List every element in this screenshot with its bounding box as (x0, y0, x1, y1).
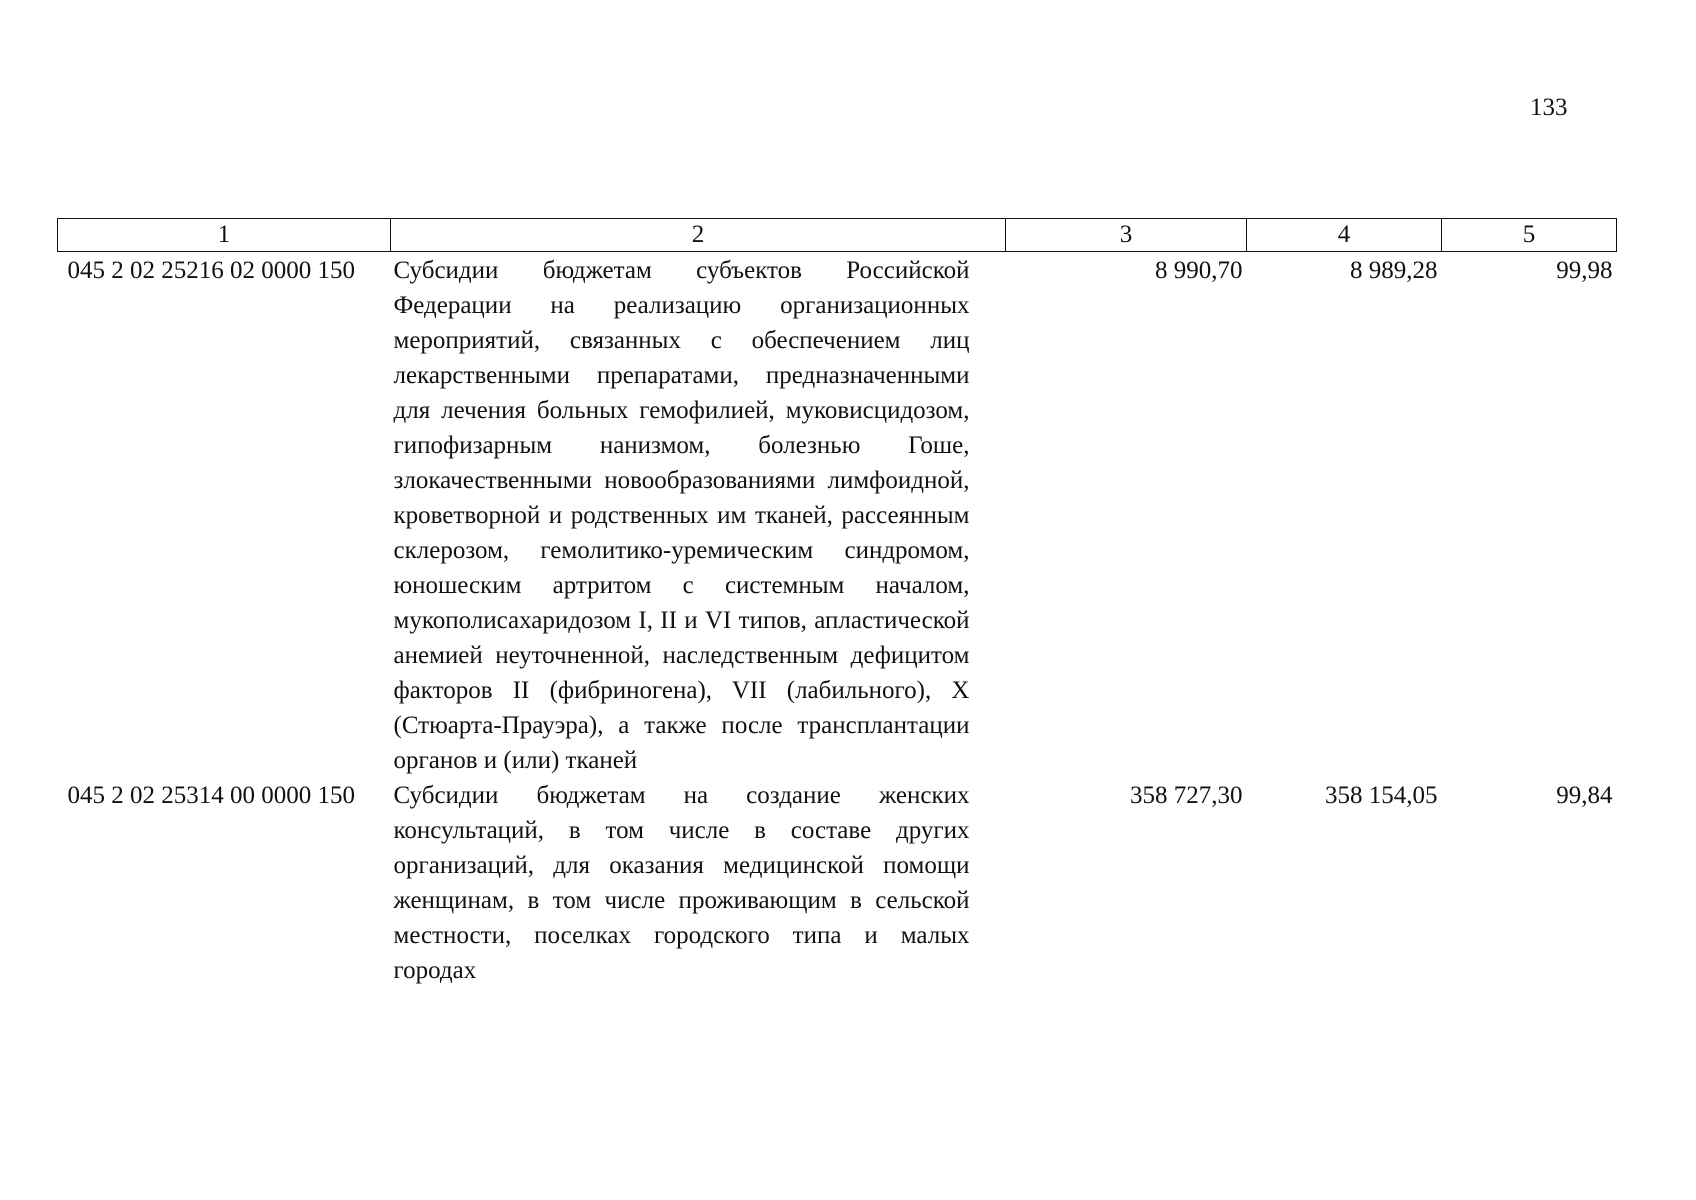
column-header-5: 5 (1442, 219, 1617, 252)
column-header-2: 2 (391, 219, 1006, 252)
budget-item-name: Субсидии бюджетам на создание женских консультаций, в том числе в составе других организаций, для оказания медицинской помощи женщинам, в том числе проживающим в сельской местности, поселках городского типа и малых городах (393, 782, 970, 984)
budget-code: 045 2 02 25216 02 0000 150 (67, 257, 355, 284)
value-col5-percent: 99,98 (1556, 257, 1613, 284)
table-row (58, 778, 1617, 988)
value-col3: 8 990,70 (1155, 257, 1243, 284)
column-header-3: 3 (1006, 219, 1247, 252)
budget-table (57, 218, 1617, 988)
value-col4: 8 989,28 (1350, 257, 1438, 284)
column-header-1: 1 (58, 219, 391, 252)
value-col5-percent: 99,84 (1556, 782, 1613, 809)
page-number: 133 (1530, 94, 1568, 121)
table-header-row (58, 219, 1617, 252)
budget-code: 045 2 02 25314 00 0000 150 (67, 782, 355, 809)
budget-item-name: Субсидии бюджетам субъектов Российской Федерации на реализацию организационных мероприятий, связанных с обеспечением лиц лекарственными препаратами, предназначенными для лечения больных гемофилией, муковисцидозом, гипофизарным нанизмом, болезнью Гоше, злокачественными новообразованиями лимфоидной, кроветворной и родственных им тканей, рассеянным склерозом, гемолитико-уремическим синдромом, юношеским артритом с системным началом, мукополисахаридозом I, II и VI типов, апластической анемией неуточненной, наследственным дефицитом факторов II (фибриногена), VII (лабильного), X (Стюарта-Прауэра), а также после трансплантации органов и (или) тканей (393, 257, 970, 774)
column-header-4: 4 (1247, 219, 1442, 252)
value-col3: 358 727,30 (1130, 782, 1243, 809)
table-row (58, 252, 1617, 779)
value-col4: 358 154,05 (1325, 782, 1438, 809)
